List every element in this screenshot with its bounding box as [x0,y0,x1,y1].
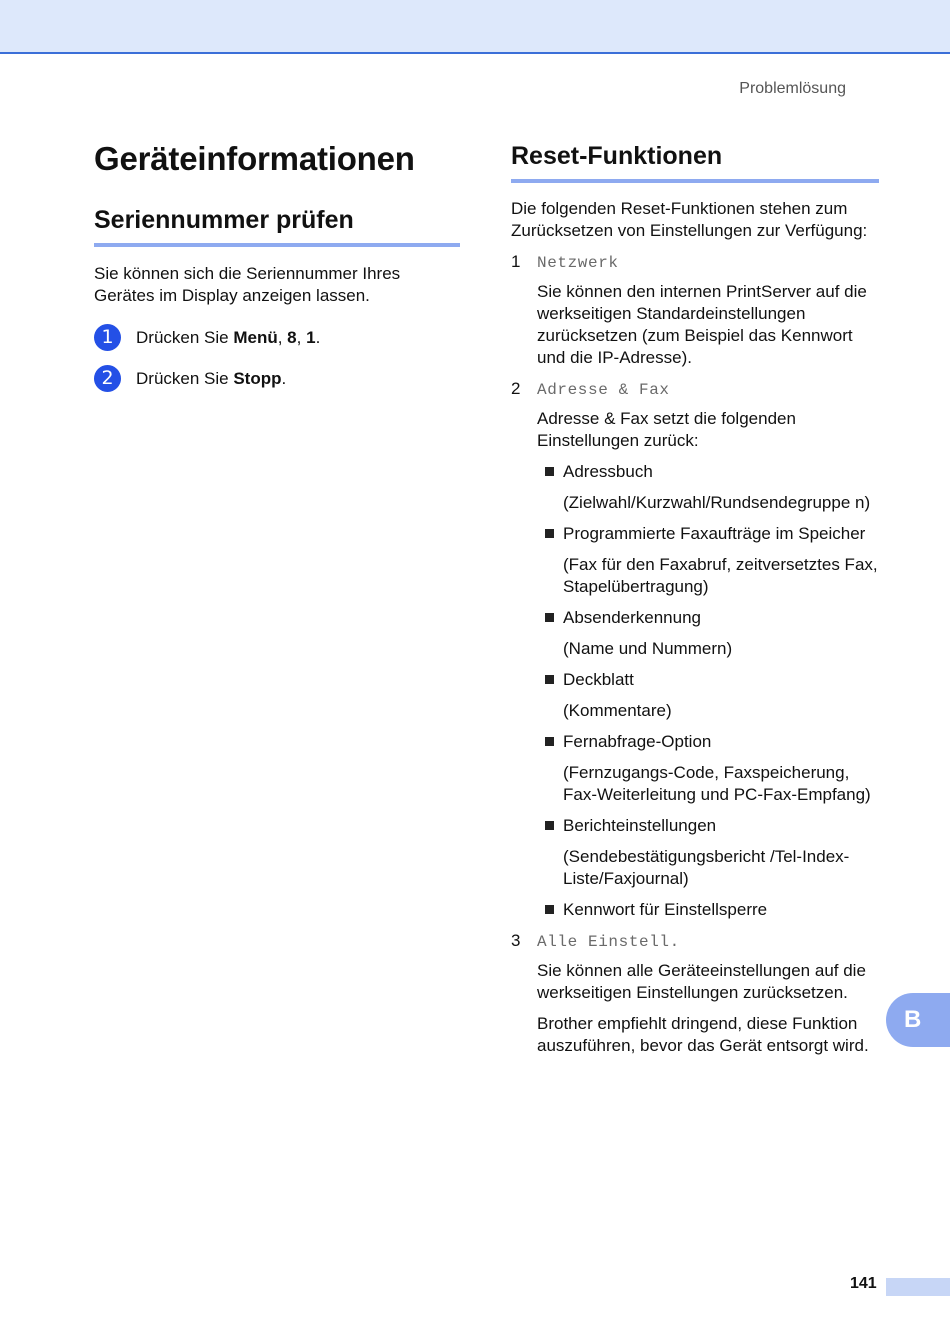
bullet-text: Absenderkennung [563,608,702,627]
serial-intro: Sie können sich die Seriennummer Ihres Gerätes im Display anzeigen lassen. [94,264,401,305]
stop-key: Stopp [233,368,282,388]
right-column [511,142,879,1057]
item-paragraph: Adresse & Fax setzt die folgenden Einstellungen zurück: [537,409,796,450]
step-text-part: . [315,327,321,347]
list-item [537,461,879,514]
bullet-detail: (Fernzugangs-Code, Faxspeicherung, Fax-Weiterleitung und PC-Fax-Empfang) [563,763,871,804]
step-number-badge: 2 [94,365,121,392]
step-text-part: . [281,368,287,388]
item-paragraph: Sie können alle Geräteeinstellungen auf die werkseitigen Einstellungen zurücksetzen. [537,961,866,1002]
reset-item-address-fax [511,379,879,921]
bullet-text: Kennwort für Einstellsperre [563,900,768,919]
left-column [94,140,460,392]
reset-intro: Die folgenden Reset-Funktionen stehen zum Zurücksetzen von Einstellungen zur Verfügung: [511,199,868,240]
menu-option-label: Netzwerk [537,254,619,272]
step-text-part: , [296,327,307,347]
bullet-text: Programmierte Faxaufträge im Speicher [563,524,866,543]
bullet-text: Adressbuch [563,462,653,481]
menu-option-label: Alle Einstell. [537,933,680,951]
step-text-part: Drücken Sie [136,368,234,388]
step-text [136,327,320,349]
square-bullet-icon [545,529,554,538]
item-paragraph: Brother empfiehlt dringend, diese Funktion auszuführen, bevor das Gerät entsorgt wird. [537,1014,869,1055]
step-text-part: , [277,327,288,347]
list-item [537,899,879,921]
bullet-detail: (Fax für den Faxabruf, zeitversetztes Fax, Stapelübertragung) [563,555,878,596]
bullet-detail: (Zielwahl/Kurzwahl/Rundsendegruppe n) [563,493,871,512]
square-bullet-icon [545,905,554,914]
section-title-reset: Reset-Funktionen [511,142,879,183]
list-item [537,607,879,660]
list-item [537,731,879,806]
menu-option-label: Adresse & Fax [537,381,670,399]
item-number: 3 [511,931,521,950]
bullet-detail: (Sendebestätigungsbericht /Tel-Index-Liste/Faxjournal) [563,847,850,888]
list-item [537,669,879,722]
running-head: Problemlösung [739,80,846,97]
item-paragraph: Sie können den internen PrintServer auf die werkseitigen Standardeinstellungen zurücksetzen (zum Beispiel das Kennwort und die IP-Adresse). [537,282,867,367]
key-1: 1 [306,327,316,347]
square-bullet-icon [545,467,554,476]
footer-bar [886,1278,950,1296]
list-item [537,523,879,598]
step-text [136,368,286,390]
reset-item-all-settings [511,931,879,1057]
square-bullet-icon [545,613,554,622]
bullet-text: Berichteinstellungen [563,816,717,835]
chapter-tab: B [886,993,950,1047]
item-body [537,960,879,1057]
page-title: Geräteinformationen [94,140,415,177]
reset-item-network [511,252,879,369]
item-body [537,408,879,452]
step-number-badge: 1 [94,324,121,351]
top-header-band [0,0,950,54]
square-bullet-icon [545,737,554,746]
menu-key: Menü [233,327,278,347]
square-bullet-icon [545,675,554,684]
item-number: 2 [511,379,521,398]
reset-item-header [511,252,879,272]
item-number: 1 [511,252,521,271]
step-2 [94,365,460,392]
bullet-list [537,461,879,921]
reset-item-header [511,931,879,951]
key-8: 8 [287,327,297,347]
square-bullet-icon [545,821,554,830]
step-text-part: Drücken Sie [136,327,234,347]
bullet-detail: (Kommentare) [563,701,672,720]
bullet-text: Fernabfrage-Option [563,732,712,751]
bullet-detail: (Name und Nummern) [563,639,733,658]
step-1 [94,324,460,351]
section-title-serial: Seriennummer prüfen [94,206,460,247]
reset-item-header [511,379,879,399]
bullet-text: Deckblatt [563,670,634,689]
list-item [537,815,879,890]
page-number: 141 [850,1275,877,1292]
item-body [537,281,879,369]
